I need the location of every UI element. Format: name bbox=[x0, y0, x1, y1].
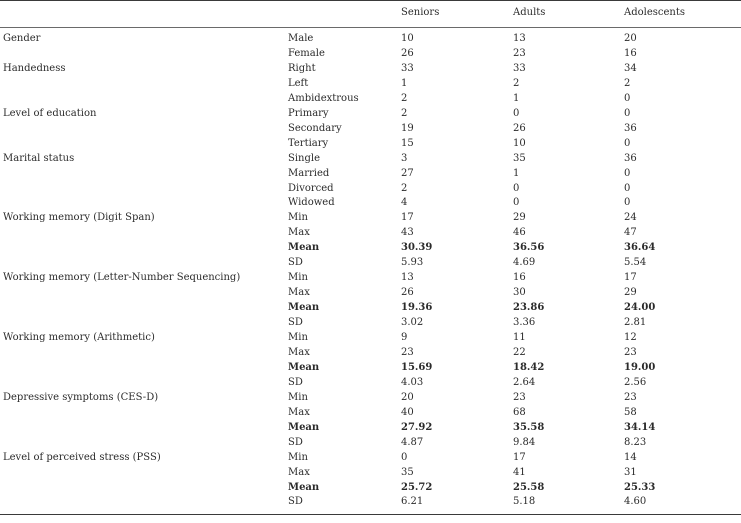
table-bottom-rule bbox=[0, 514, 741, 515]
cell-adolescents: 12 bbox=[624, 332, 637, 343]
cell-seniors: 3 bbox=[401, 152, 408, 164]
cell-adults: 33 bbox=[513, 62, 526, 74]
cell-seniors: 19 bbox=[401, 122, 414, 134]
table-row bbox=[0, 76, 741, 91]
cell-seniors: 43 bbox=[401, 227, 414, 239]
table-row bbox=[0, 255, 741, 270]
cell-adolescents: 4.60 bbox=[624, 496, 647, 508]
table-row bbox=[0, 181, 741, 196]
cell-adolescents: 47 bbox=[624, 227, 637, 239]
cell-statistic: Ambidextrous bbox=[288, 92, 359, 104]
cell-statistic: Min bbox=[288, 391, 308, 403]
cell-adolescents: 16 bbox=[624, 47, 637, 59]
table-row bbox=[0, 195, 741, 210]
table-row bbox=[0, 136, 741, 151]
table-row bbox=[0, 420, 741, 435]
cell-adults: 26 bbox=[513, 122, 526, 134]
cell-seniors: 3.02 bbox=[401, 317, 424, 329]
cell-seniors: 1 bbox=[401, 77, 408, 89]
cell-adolescents: 24.00 bbox=[624, 302, 656, 314]
cell-adolescents: 8.23 bbox=[624, 436, 647, 448]
cell-adolescents: 0 bbox=[624, 197, 631, 209]
cell-adolescents: 36 bbox=[624, 152, 637, 164]
table-row bbox=[0, 225, 741, 240]
cell-adults: 18.42 bbox=[513, 361, 545, 373]
cell-adults: 0 bbox=[513, 107, 520, 119]
table-row bbox=[0, 345, 741, 360]
table-row bbox=[0, 151, 741, 166]
cell-seniors: 26 bbox=[401, 287, 414, 299]
cell-adolescents: 0 bbox=[624, 167, 631, 179]
cell-seniors: 23 bbox=[401, 346, 414, 358]
cell-adolescents: 34 bbox=[624, 62, 637, 74]
cell-adults: 0 bbox=[513, 197, 520, 209]
cell-adults: 5.18 bbox=[513, 496, 536, 508]
table-row bbox=[0, 61, 741, 76]
cell-variable: Handedness bbox=[3, 62, 66, 74]
cell-adolescents: 5.54 bbox=[624, 257, 647, 269]
cell-adults: 1 bbox=[513, 167, 520, 179]
table-row bbox=[0, 360, 741, 375]
cell-adolescents: 23 bbox=[624, 391, 637, 403]
header-seniors: Seniors bbox=[401, 7, 440, 18]
cell-seniors: 2 bbox=[401, 107, 408, 119]
cell-statistic: Primary bbox=[288, 107, 329, 119]
cell-statistic: Max bbox=[288, 287, 310, 299]
cell-adolescents: 20 bbox=[624, 33, 637, 44]
table-row bbox=[0, 106, 741, 121]
table-row bbox=[0, 480, 741, 495]
cell-seniors: 33 bbox=[401, 62, 414, 74]
cell-statistic: Female bbox=[288, 47, 325, 59]
table-row bbox=[0, 315, 741, 330]
cell-seniors: 4 bbox=[401, 197, 408, 209]
cell-adults: 11 bbox=[513, 332, 526, 343]
cell-adults: 10 bbox=[513, 137, 526, 149]
cell-statistic: Secondary bbox=[288, 122, 342, 134]
cell-statistic: SD bbox=[288, 436, 303, 448]
cell-adults: 23.86 bbox=[513, 302, 545, 314]
cell-adolescents: 19.00 bbox=[624, 361, 656, 373]
cell-seniors: 0 bbox=[401, 451, 408, 463]
cell-seniors: 15 bbox=[401, 137, 414, 149]
cell-variable: Depressive symptoms (CES-D) bbox=[3, 391, 159, 403]
cell-seniors: 4.03 bbox=[401, 376, 424, 388]
cell-statistic: SD bbox=[288, 317, 303, 329]
cell-adults: 46 bbox=[513, 227, 526, 239]
table-row bbox=[0, 270, 741, 285]
cell-statistic: Married bbox=[288, 167, 330, 179]
cell-adults: 25.58 bbox=[513, 481, 545, 493]
cell-seniors: 19.36 bbox=[401, 302, 433, 314]
table-row bbox=[0, 91, 741, 106]
cell-adults: 35.58 bbox=[513, 421, 545, 433]
cell-adolescents: 0 bbox=[624, 137, 631, 149]
cell-statistic: SD bbox=[288, 257, 303, 269]
cell-variable: Level of perceived stress (PSS) bbox=[3, 451, 161, 463]
cell-variable: Working memory (Arithmetic) bbox=[3, 332, 155, 343]
cell-statistic: Tertiary bbox=[288, 137, 329, 149]
table-row bbox=[0, 121, 741, 136]
cell-seniors: 2 bbox=[401, 92, 408, 104]
cell-seniors: 35 bbox=[401, 466, 414, 478]
cell-adults: 9.84 bbox=[513, 436, 536, 448]
cell-adolescents: 58 bbox=[624, 406, 637, 418]
header-adults: Adults bbox=[513, 7, 546, 18]
table-row bbox=[0, 210, 741, 225]
cell-variable: Working memory (Digit Span) bbox=[3, 212, 155, 224]
cell-adults: 68 bbox=[513, 406, 526, 418]
cell-seniors: 10 bbox=[401, 33, 414, 44]
cell-seniors: 17 bbox=[401, 212, 414, 224]
cell-statistic: Min bbox=[288, 212, 308, 224]
cell-adults: 41 bbox=[513, 466, 526, 478]
cell-statistic: Mean bbox=[288, 302, 320, 314]
cell-statistic: Max bbox=[288, 227, 310, 239]
header-adolescents: Adolescents bbox=[624, 7, 686, 18]
table-row bbox=[0, 390, 741, 405]
cell-adults: 4.69 bbox=[513, 257, 536, 269]
cell-adolescents: 0 bbox=[624, 182, 631, 194]
cell-statistic: Single bbox=[288, 152, 321, 164]
cell-statistic: Mean bbox=[288, 242, 320, 254]
cell-adolescents: 0 bbox=[624, 107, 631, 119]
table-row bbox=[0, 405, 741, 420]
cell-adults: 2 bbox=[513, 77, 520, 89]
table-row bbox=[0, 450, 741, 465]
cell-adults: 23 bbox=[513, 391, 526, 403]
cell-seniors: 25.72 bbox=[401, 481, 433, 493]
cell-seniors: 6.21 bbox=[401, 496, 424, 508]
cell-adults: 13 bbox=[513, 33, 526, 44]
table-row bbox=[0, 31, 741, 46]
cell-adults: 22 bbox=[513, 346, 526, 358]
cell-statistic: Right bbox=[288, 62, 316, 74]
table-row bbox=[0, 494, 741, 509]
cell-variable: Marital status bbox=[3, 152, 75, 164]
cell-statistic: Mean bbox=[288, 361, 320, 373]
cell-statistic: Min bbox=[288, 451, 308, 463]
cell-statistic: Left bbox=[288, 77, 309, 89]
cell-seniors: 27.92 bbox=[401, 421, 433, 433]
cell-adults: 23 bbox=[513, 47, 526, 59]
cell-statistic: SD bbox=[288, 376, 303, 388]
cell-adults: 0 bbox=[513, 182, 520, 194]
cell-variable: Level of education bbox=[3, 107, 97, 119]
cell-seniors: 4.87 bbox=[401, 436, 424, 448]
table-row bbox=[0, 46, 741, 61]
cell-adults: 29 bbox=[513, 212, 526, 224]
cell-statistic: Widowed bbox=[288, 197, 335, 209]
cell-statistic: Divorced bbox=[288, 182, 334, 194]
cell-statistic: SD bbox=[288, 496, 303, 508]
cell-statistic: Mean bbox=[288, 481, 320, 493]
cell-adolescents: 23 bbox=[624, 346, 637, 358]
cell-adolescents: 24 bbox=[624, 212, 637, 224]
cell-adults: 35 bbox=[513, 152, 526, 164]
cell-adolescents: 2.56 bbox=[624, 376, 647, 388]
table-row bbox=[0, 300, 741, 315]
cell-adolescents: 2.81 bbox=[624, 317, 647, 329]
cell-seniors: 15.69 bbox=[401, 361, 433, 373]
table-row bbox=[0, 166, 741, 181]
cell-adolescents: 31 bbox=[624, 466, 637, 478]
table-row bbox=[0, 330, 741, 345]
cell-adults: 36.56 bbox=[513, 242, 545, 254]
table-row bbox=[0, 435, 741, 450]
cell-seniors: 40 bbox=[401, 406, 414, 418]
cell-adults: 30 bbox=[513, 287, 526, 299]
cell-statistic: Mean bbox=[288, 421, 320, 433]
cell-statistic: Max bbox=[288, 466, 310, 478]
cell-adults: 17 bbox=[513, 451, 526, 463]
cell-adolescents: 36.64 bbox=[624, 242, 656, 254]
cell-seniors: 13 bbox=[401, 272, 414, 284]
cell-adolescents: 29 bbox=[624, 287, 637, 299]
table-row bbox=[0, 375, 741, 390]
table-header-rule bbox=[0, 27, 741, 28]
cell-adolescents: 2 bbox=[624, 77, 631, 89]
cell-adults: 16 bbox=[513, 272, 526, 284]
cell-adolescents: 14 bbox=[624, 451, 637, 463]
cell-statistic: Min bbox=[288, 332, 308, 343]
cell-seniors: 26 bbox=[401, 47, 414, 59]
cell-seniors: 27 bbox=[401, 167, 414, 179]
cell-adolescents: 36 bbox=[624, 122, 637, 134]
cell-seniors: 5.93 bbox=[401, 257, 424, 269]
cell-adults: 2.64 bbox=[513, 376, 536, 388]
cell-adolescents: 34.14 bbox=[624, 421, 656, 433]
cell-seniors: 9 bbox=[401, 332, 408, 343]
cell-seniors: 20 bbox=[401, 391, 414, 403]
cell-statistic: Max bbox=[288, 346, 310, 358]
cell-adolescents: 0 bbox=[624, 92, 631, 104]
cell-adults: 3.36 bbox=[513, 317, 536, 329]
cell-seniors: 30.39 bbox=[401, 242, 433, 254]
table-row bbox=[0, 240, 741, 255]
cell-adolescents: 25.33 bbox=[624, 481, 656, 493]
cell-seniors: 2 bbox=[401, 182, 408, 194]
table-top-rule bbox=[0, 0, 741, 1]
cell-adolescents: 17 bbox=[624, 272, 637, 284]
cell-statistic: Min bbox=[288, 272, 308, 284]
table-row bbox=[0, 285, 741, 300]
cell-variable: Working memory (Letter-Number Sequencing) bbox=[3, 272, 241, 284]
cell-variable: Gender bbox=[3, 33, 41, 44]
table-row bbox=[0, 465, 741, 480]
cell-statistic: Max bbox=[288, 406, 310, 418]
cell-statistic: Male bbox=[288, 33, 314, 44]
cell-adults: 1 bbox=[513, 92, 520, 104]
